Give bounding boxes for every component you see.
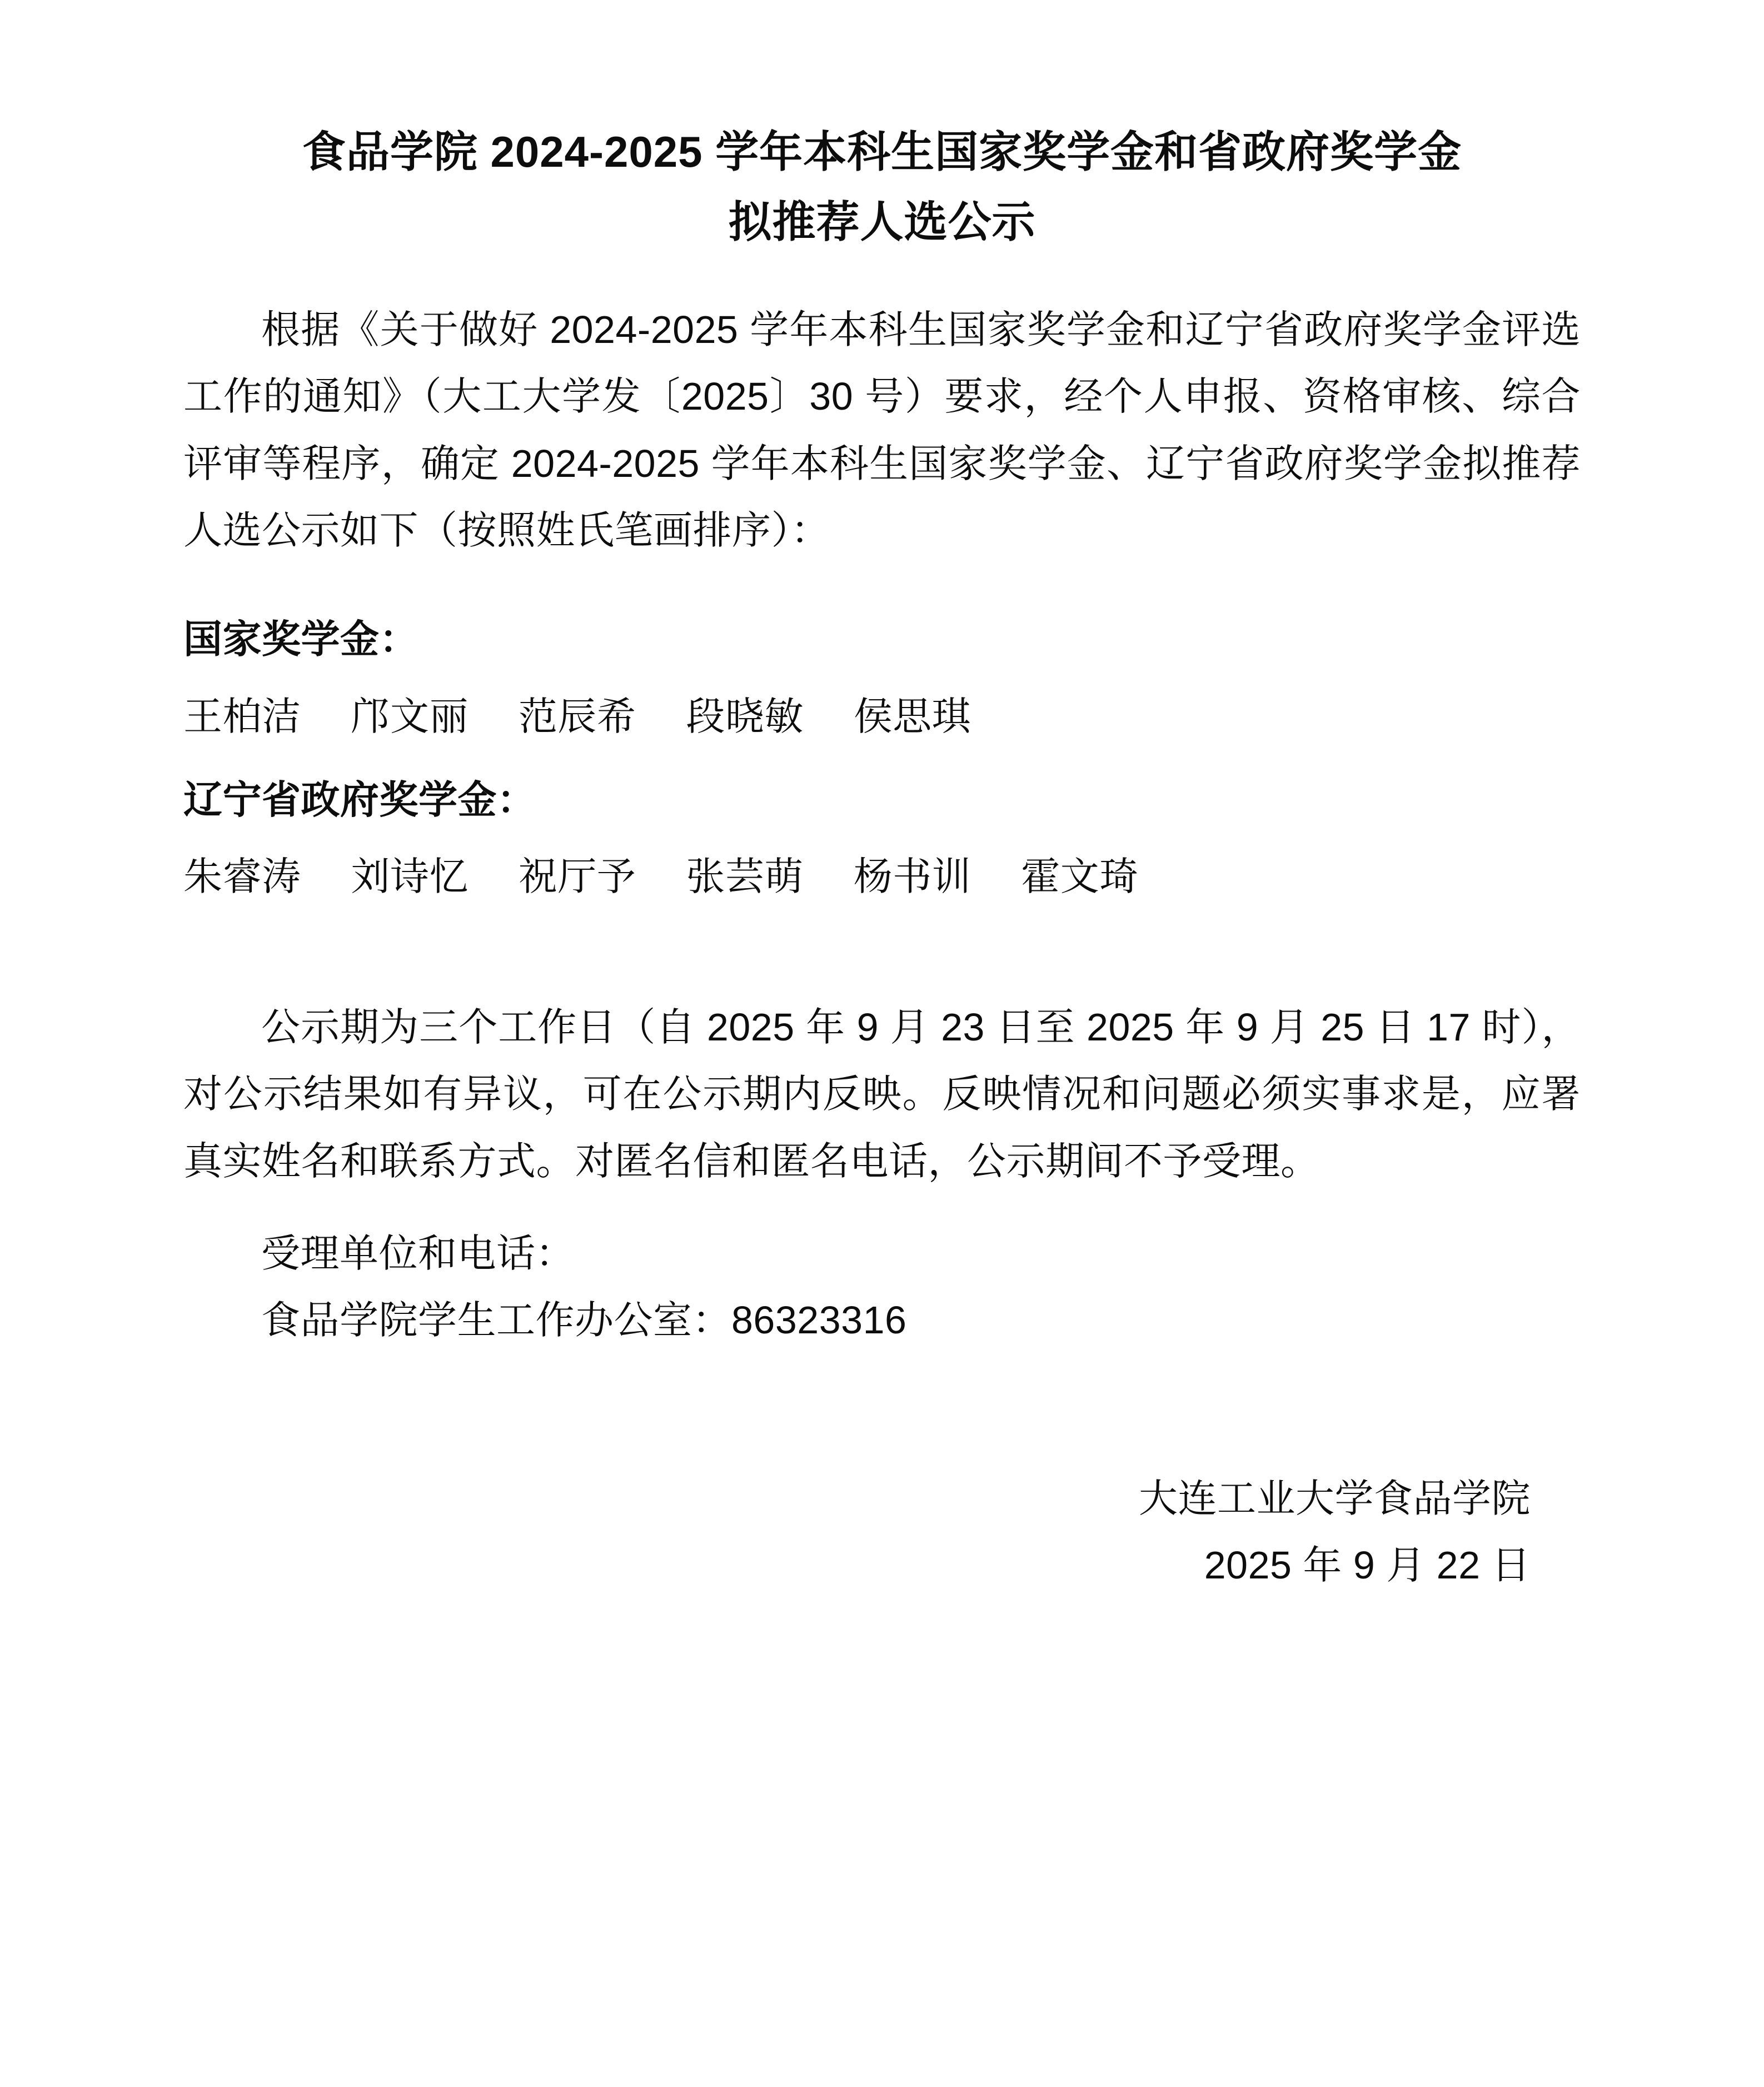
list-item: 王柏洁 — [183, 694, 301, 738]
signature-organization: 大连工业大学食品学院 — [1139, 1476, 1531, 1520]
list-item: 霍文琦 — [1021, 855, 1139, 899]
contact-label: 受理单位和电话： — [261, 1232, 575, 1276]
list-item: 杨书训 — [853, 855, 971, 899]
list-item: 朱睿涛 — [183, 855, 301, 899]
section-heading-national: 国家奖学金： — [183, 617, 418, 661]
spacer — [183, 1194, 1581, 1220]
notice-paragraph: 公示期为三个工作日（自 2025 年 9 月 23 日至 2025 年 9 月 25 日 17 时），对公示结果如有异议，可在公示期内反映。反映情况和问题必须实事求是，应署真实姓名和联系方式。对匿名信和匿名电话，公示期间不予受理。 — [183, 1005, 1581, 1183]
intro-paragraph: 根据《关于做好 2024-2025 学年本科生国家奖学金和辽宁省政府奖学金评选工作的通知》（大工大学发〔2025〕30 号）要求，经个人申报、资格审核、综合评审等程序，确定 2024-2025 学年本科生国家奖学金、辽宁省政府奖学金拟推荐人选公示如下（按照姓氏笔画排序）： — [183, 307, 1581, 552]
list-item: 祝厅予 — [518, 855, 636, 899]
page-title-line-1: 食品学院 2024-2025 学年本科生国家奖学金和省政府奖学金 — [302, 127, 1462, 176]
name-list-national — [183, 683, 1581, 750]
document-body — [183, 296, 1581, 1599]
page-title — [183, 117, 1581, 257]
list-item: 侯思琪 — [853, 694, 971, 738]
signature-date: 2025 年 9 月 22 日 — [1204, 1543, 1531, 1587]
list-item: 刘诗忆 — [351, 855, 469, 899]
spacer — [183, 564, 1581, 589]
list-item: 范辰希 — [518, 694, 636, 738]
signature-block — [183, 1465, 1581, 1599]
contact-value: 食品学院学生工作办公室：86323316 — [261, 1298, 907, 1342]
spacer — [183, 910, 1581, 994]
name-list-provincial — [183, 843, 1581, 910]
list-item: 邝文丽 — [351, 694, 469, 738]
list-item: 段晓敏 — [686, 694, 804, 738]
list-item: 张芸萌 — [686, 855, 804, 899]
section-heading-provincial: 辽宁省政府奖学金： — [183, 778, 536, 822]
page-title-line-2: 拟推荐人选公示 — [728, 197, 1036, 247]
